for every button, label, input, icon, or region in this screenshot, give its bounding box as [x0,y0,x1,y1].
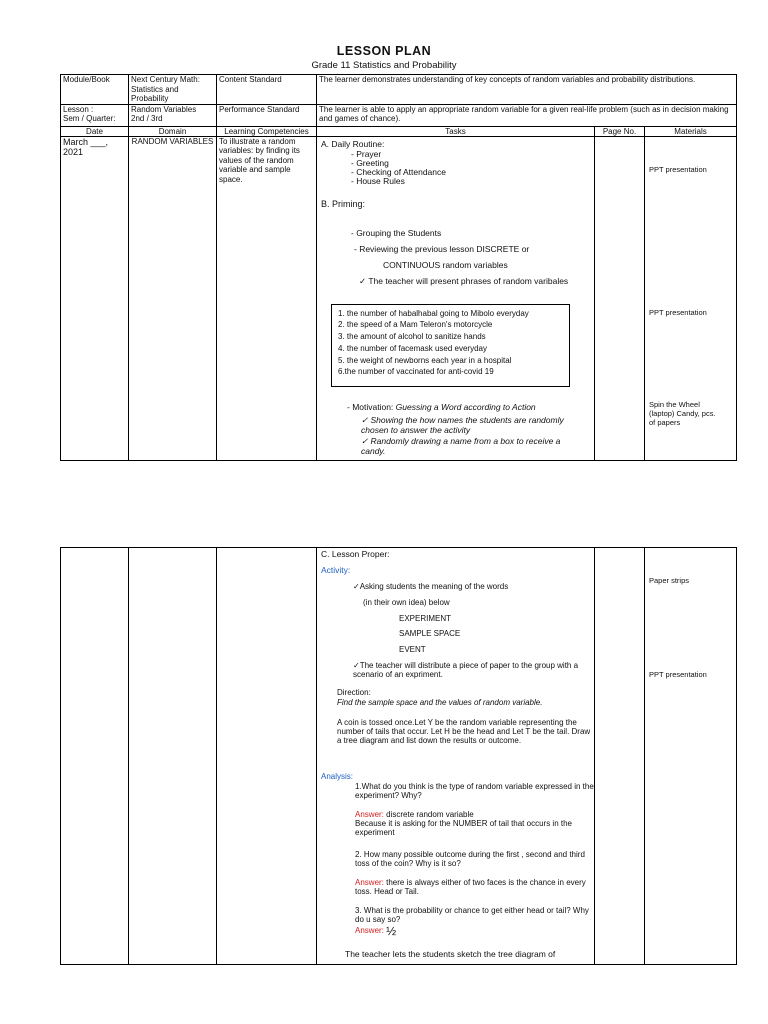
reviewing-text-2: CONTINUOUS random variables [383,259,508,270]
phrases-box [331,304,570,387]
routine-item: - Greeting [351,157,389,168]
date-cell: March ___, 2021 [61,136,129,460]
performance-standard-label: Performance Standard [217,104,317,126]
direction-text: Find the sample space and the values of random variable. [337,698,543,707]
col-header-materials: Materials [645,126,737,136]
own-idea-text: (in their own idea) below [363,598,450,607]
page-cell-2 [595,548,645,965]
page-title: LESSON PLAN [336,44,432,58]
col-header-page: Page No. [595,126,645,136]
lesson-plan-table-continued [60,547,737,965]
distribute-text: ✓The teacher will distribute a piece of paper to the group with a scenario of an expriment. [353,661,579,679]
answer-label: Answer: [355,878,387,887]
asking-text: ✓Asking students the meaning of the words [353,582,509,591]
lesson-label: Lesson : [63,104,94,114]
activity-heading: Activity: [321,565,351,575]
answer-label: Answer: [355,926,387,935]
material-ppt-1: PPT presentation [649,164,707,174]
lesson-sem-labels [61,104,129,126]
answer-label: Answer: [355,810,387,819]
routine-item: - Prayer [351,148,382,159]
reviewing-text-1: - Reviewing the previous lesson DISCRETE or [354,243,530,254]
material-ppt-2: PPT presentation [649,307,707,317]
lesson-sem-values [129,104,217,126]
material-paper-strips: Paper strips [649,576,690,585]
materials-cell-2 [645,548,737,965]
routine-item: - Checking of Attendance [351,166,446,177]
page-cell-1 [595,136,645,460]
answer-3-fraction: ½ [386,924,397,938]
phrase-item: 1. the number of habalhabal going to Mibolo everyday [338,308,529,318]
col-header-date: Date [61,126,129,136]
grouping-text: - Grouping the Students [351,227,442,238]
priming-heading: B. Priming: [321,198,366,209]
materials-cell-1 [645,136,737,460]
motivation-item: ✓ Randomly drawing a name from a box to receive a candy. [361,435,561,456]
tasks-cell-2 [317,548,595,965]
question-2: 2. How many possible outcome during the first , second and third toss of the coin? Why is it so? [355,850,585,868]
motivation-line [347,402,536,412]
content-standard-label: Content Standard [217,75,317,105]
motivation-label: - Motivation: [347,401,396,412]
material-ppt-3: PPT presentation [649,670,707,679]
motivation-italic: Guessing a Word according to Action [395,401,536,412]
question-1: 1.What do you think is the type of random variable expressed in the experiment? Why? [355,782,594,800]
domain-cell: RANDOM VARIABLES [129,136,217,460]
word-item: SAMPLE SPACE [399,629,461,638]
answer-1 [355,810,595,819]
question-3: 3. What is the probability or chance to get either head or tail? Why do u say so? [355,906,589,924]
answer-3 [355,926,396,936]
answer-1-reason: Because it is asking for the NUMBER of tail that occurs in the experiment [355,819,572,837]
word-item: EXPERIMENT [399,614,452,623]
answer-2 [355,878,595,896]
material-spin-wheel: Spin the Wheel (laptop) Candy, pcs. of papers [649,399,716,427]
phrase-item: 3. the amount of alcohol to sanitize hands [338,332,486,342]
answer-1-text: discrete random variable [386,810,474,819]
lesson-proper-heading: C. Lesson Proper: [321,549,390,559]
sem-value: 2nd / 3rd [131,114,163,123]
phrase-item: 4. the number of facemask used everyday [338,343,487,353]
phrase-item: 2. the speed of a Mam Teleron's motorcycle [338,320,493,330]
phrase-item: 5. the weight of newborns each year in a hospital [338,355,512,365]
daily-routine-heading: A. Daily Routine: [321,138,385,149]
col-header-competencies: Learning Competencies [217,126,317,136]
page-subtitle: Grade 11 Statistics and Probability [311,60,457,71]
word-item: EVENT [399,645,426,654]
lesson-plan-table [60,74,737,461]
sem-label: Sem / Quarter: [63,114,116,123]
col-header-tasks: Tasks [317,126,595,136]
competency-cell: To illustrate a random variables: by finding its values of the random variable and sample space. [217,136,317,460]
sketch-text: The teacher lets the students sketch the tree diagram of [345,949,556,959]
tasks-cell-1 [317,136,595,460]
competency-cell-2 [217,548,317,965]
date-cell-2 [61,548,129,965]
analysis-heading: Analysis: [321,772,354,781]
direction-label: Direction: [337,688,371,697]
answer-2-text: there is always either of two faces is the chance in every toss. Head or Tail. [355,878,586,896]
col-header-domain: Domain [129,126,217,136]
domain-cell-2 [129,548,217,965]
routine-item: - House Rules [351,175,405,186]
phrase-item: 6.the number of vaccinated for anti-covid 19 [338,367,494,377]
content-standard-value: The learner demonstrates understanding of key concepts of random variables and probability distributions. [317,75,737,105]
motivation-item: ✓ Showing the how names the students are randomly chosen to answer the activity [361,414,564,435]
present-text: ✓ The teacher will present phrases of random varibales [359,275,569,286]
lesson-value: Random Variables [131,104,197,114]
scenario-text: A coin is tossed once.Let Y be the random variable representing the number of tails that occur. Let H be the head and Let T be the tail. Draw a tree diagram and list down the results or outcome. [337,718,591,745]
module-label: Module/Book [61,75,129,105]
module-value: Next Century Math: Statistics and Probability [129,75,217,105]
performance-standard-value: The learner is able to apply an appropriate random variable for a given real-life problem (such as in decision making and games of chance). [317,104,737,126]
